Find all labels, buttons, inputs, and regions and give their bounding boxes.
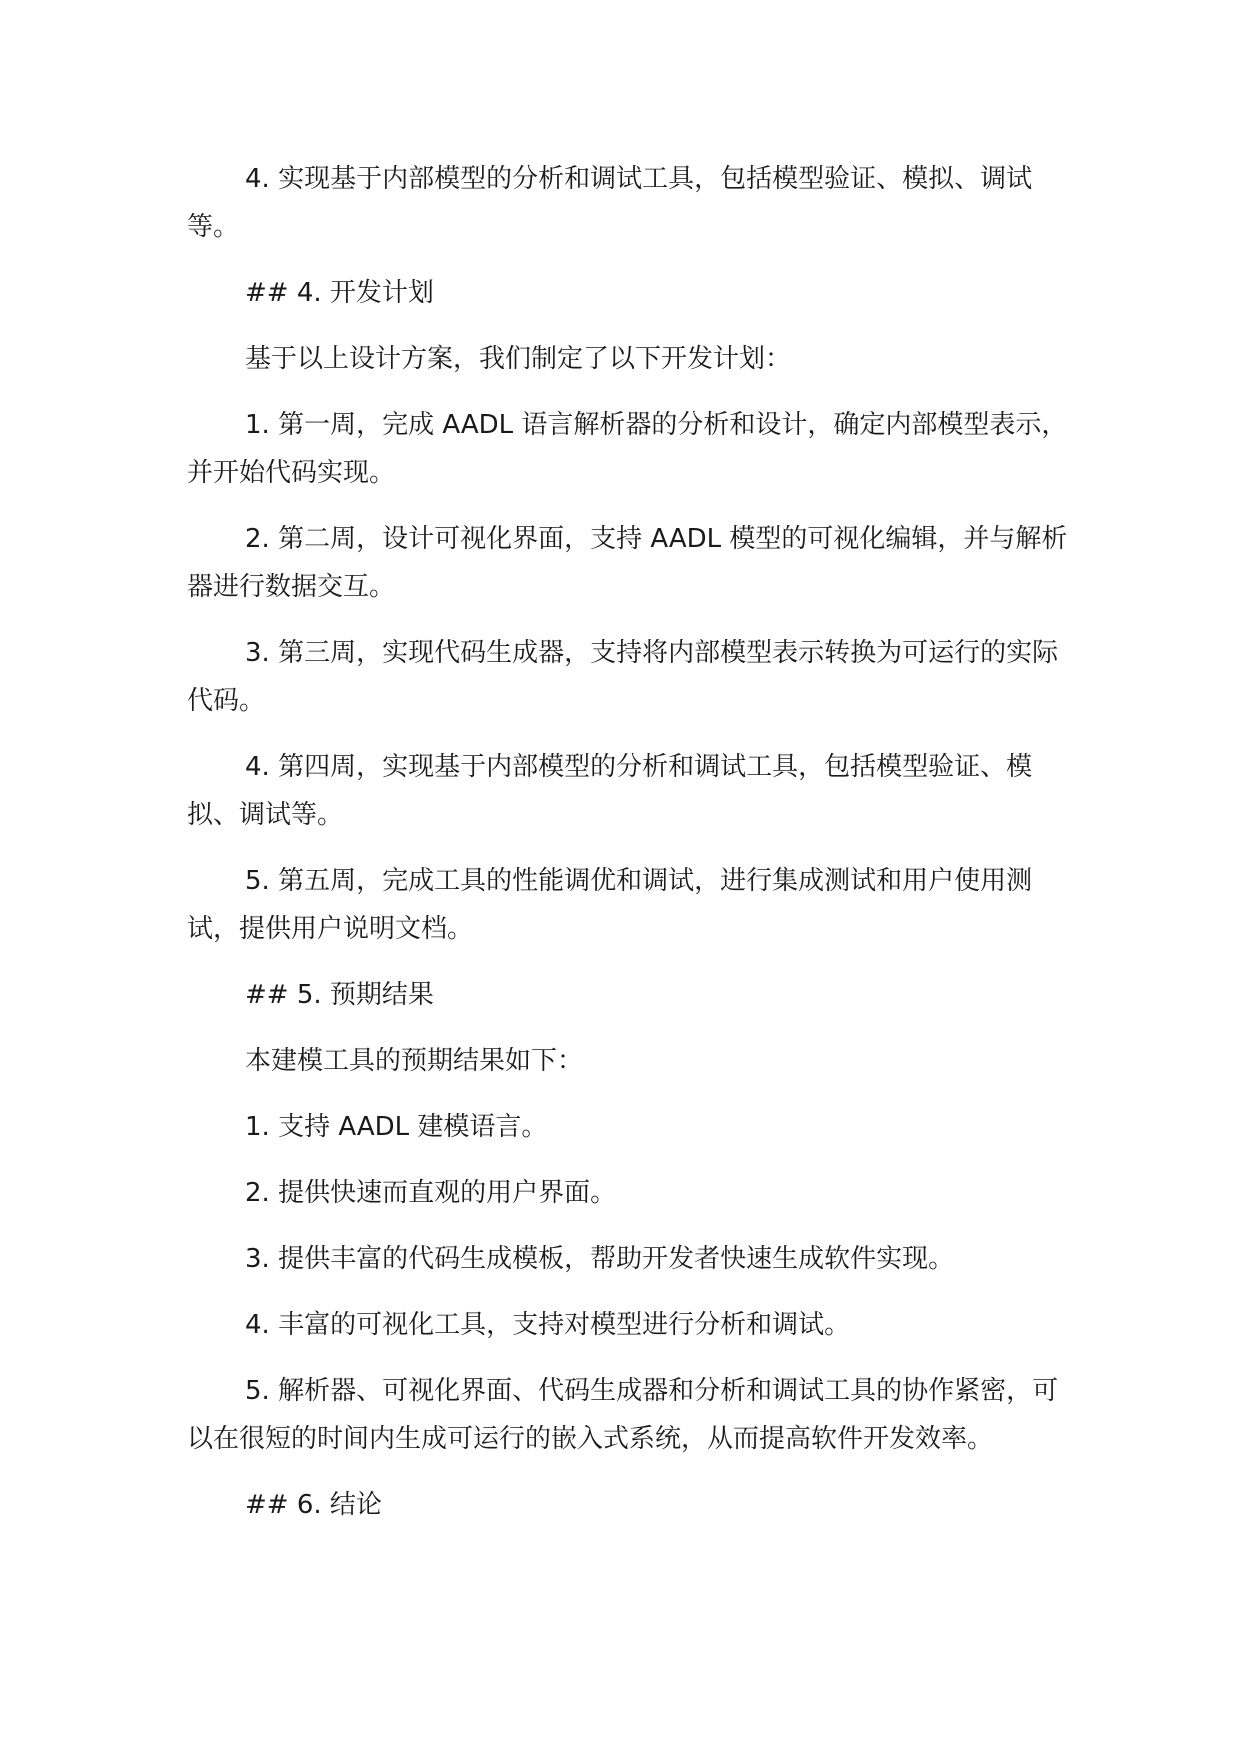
section-heading-development-plan: ## 4. 开发计划 xyxy=(245,278,434,308)
paragraph-result-3: 3. 提供丰富的代码生成模板，帮助开发者快速生成软件实现。 xyxy=(245,1244,955,1274)
paragraph-result-2: 2. 提供快速而直观的用户界面。 xyxy=(245,1178,617,1208)
paragraph-week-1: 1. 第一周，完成 AADL 语言解析器的分析和设计，确定内部模型表示，并开始代码实现。 xyxy=(187,410,1068,488)
document-body xyxy=(187,155,1072,1547)
paragraph-week-5: 5. 第五周，完成工具的性能调优和调试，进行集成测试和用户使用测试，提供用户说明文档。 xyxy=(187,866,1033,944)
paragraph-results-intro: 本建模工具的预期结果如下： xyxy=(245,1046,584,1076)
section-heading-conclusion: ## 6. 结论 xyxy=(245,1490,382,1520)
paragraph-week-3: 3. 第三周，实现代码生成器，支持将内部模型表示转换为可运行的实际代码。 xyxy=(187,638,1059,716)
paragraph-item-4-tools: 4. 实现基于内部模型的分析和调试工具，包括模型验证、模拟、调试等。 xyxy=(187,164,1033,242)
paragraph-plan-intro: 基于以上设计方案，我们制定了以下开发计划： xyxy=(245,344,792,374)
paragraph-week-4: 4. 第四周，实现基于内部模型的分析和调试工具，包括模型验证、模拟、调试等。 xyxy=(187,752,1033,830)
paragraph-result-5: 5. 解析器、可视化界面、代码生成器和分析和调试工具的协作紧密，可以在很短的时间内生成可运行的嵌入式系统，从而提高软件开发效率。 xyxy=(187,1376,1059,1454)
paragraph-result-1: 1. 支持 AADL 建模语言。 xyxy=(245,1112,548,1142)
section-heading-expected-results: ## 5. 预期结果 xyxy=(245,980,434,1010)
paragraph-result-4: 4. 丰富的可视化工具，支持对模型进行分析和调试。 xyxy=(245,1310,851,1340)
paragraph-week-2: 2. 第二周，设计可视化界面，支持 AADL 模型的可视化编辑，并与解析器进行数据交互。 xyxy=(187,524,1068,602)
